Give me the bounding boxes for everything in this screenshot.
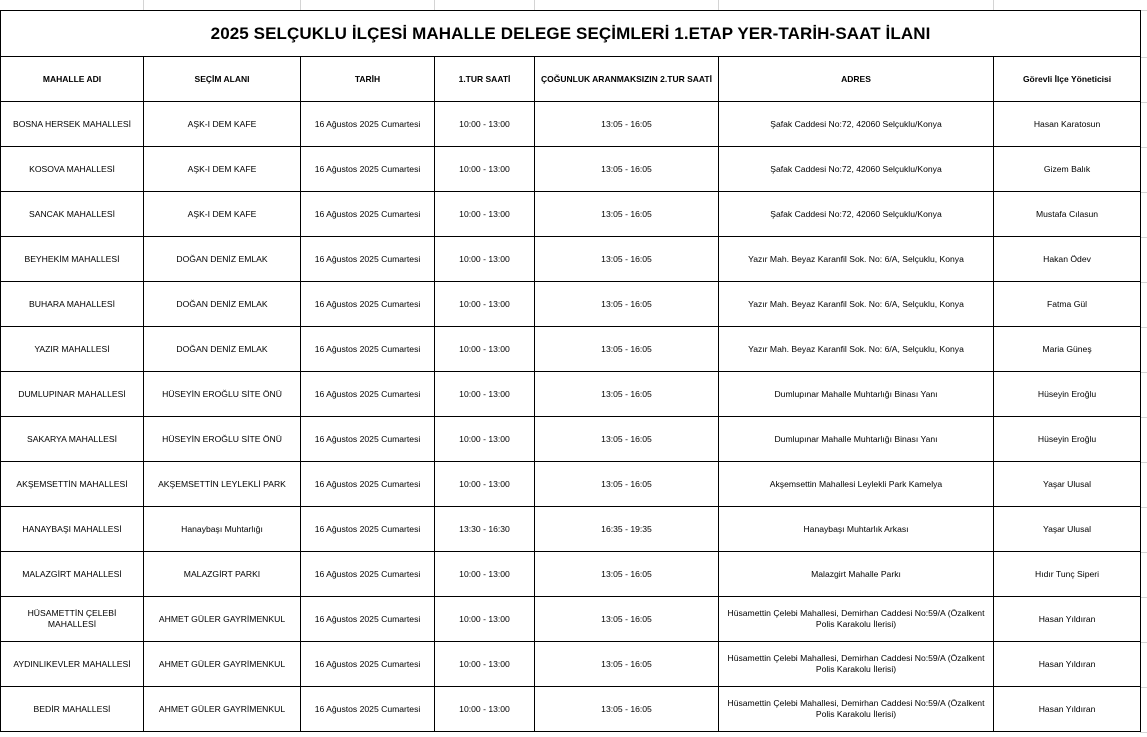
- address-cell[interactable]: Malazgirt Mahalle Parkı: [719, 552, 994, 597]
- address-cell[interactable]: Yazır Mah. Beyaz Karanfil Sok. No: 6/A, Selçuklu, Konya: [719, 282, 994, 327]
- table-row: [1, 642, 1141, 687]
- election-area-cell[interactable]: AKŞEMSETTİN LEYLEKLİ PARK: [144, 462, 301, 507]
- date-cell[interactable]: 16 Ağustos 2025 Cumartesi: [301, 597, 435, 642]
- officer-cell[interactable]: Hasan Yıldıran: [994, 597, 1141, 642]
- table-row: [1, 552, 1141, 597]
- date-cell[interactable]: 16 Ağustos 2025 Cumartesi: [301, 102, 435, 147]
- first-round-time-cell[interactable]: 10:00 - 13:00: [435, 687, 535, 732]
- page-title[interactable]: 2025 SELÇUKLU İLÇESİ MAHALLE DELEGE SEÇİMLERİ 1.ETAP YER-TARİH-SAAT İLANI: [1, 11, 1141, 57]
- table-row: [1, 237, 1141, 282]
- table-row: [1, 597, 1141, 642]
- neighborhood-cell[interactable]: KOSOVA MAHALLESİ: [1, 147, 144, 192]
- address-cell[interactable]: Hüsamettin Çelebi Mahallesi, Demirhan Caddesi No:59/A (Özalkent Polis Karakolu İlerisi): [719, 642, 994, 687]
- first-round-time-cell[interactable]: 13:30 - 16:30: [435, 507, 535, 552]
- address-cell[interactable]: Hanaybaşı Muhtarlık Arkası: [719, 507, 994, 552]
- date-cell[interactable]: 16 Ağustos 2025 Cumartesi: [301, 372, 435, 417]
- address-cell[interactable]: Dumlupınar Mahalle Muhtarlığı Binası Yanı: [719, 417, 994, 462]
- date-cell[interactable]: 16 Ağustos 2025 Cumartesi: [301, 507, 435, 552]
- officer-cell[interactable]: Hasan Karatosun: [994, 102, 1141, 147]
- table-row: [1, 507, 1141, 552]
- first-round-time-cell[interactable]: 10:00 - 13:00: [435, 327, 535, 372]
- first-round-time-cell[interactable]: 10:00 - 13:00: [435, 282, 535, 327]
- column-header-officer[interactable]: Görevli İlçe Yöneticisi: [994, 57, 1141, 102]
- first-round-time-cell[interactable]: 10:00 - 13:00: [435, 417, 535, 462]
- second-round-time-cell[interactable]: 13:05 - 16:05: [535, 417, 719, 462]
- election-area-cell[interactable]: MALAZGİRT PARKI: [144, 552, 301, 597]
- election-area-cell[interactable]: AHMET GÜLER GAYRİMENKUL: [144, 597, 301, 642]
- second-round-time-cell[interactable]: 13:05 - 16:05: [535, 462, 719, 507]
- column-header-election-area[interactable]: SEÇİM ALANI: [144, 57, 301, 102]
- table-row: [1, 282, 1141, 327]
- date-cell[interactable]: 16 Ağustos 2025 Cumartesi: [301, 192, 435, 237]
- neighborhood-cell[interactable]: HÜSAMETTİN ÇELEBİ MAHALLESİ: [1, 597, 144, 642]
- neighborhood-cell[interactable]: AKŞEMSETTİN MAHALLESİ: [1, 462, 144, 507]
- table-row: [1, 147, 1141, 192]
- date-cell[interactable]: 16 Ağustos 2025 Cumartesi: [301, 147, 435, 192]
- address-cell[interactable]: Şafak Caddesi No:72, 42060 Selçuklu/Konya: [719, 192, 994, 237]
- first-round-time-cell[interactable]: 10:00 - 13:00: [435, 147, 535, 192]
- neighborhood-cell[interactable]: DUMLUPINAR MAHALLESİ: [1, 372, 144, 417]
- neighborhood-cell[interactable]: BUHARA MAHALLESİ: [1, 282, 144, 327]
- second-round-time-cell[interactable]: 13:05 - 16:05: [535, 687, 719, 732]
- election-area-cell[interactable]: AŞK-I DEM KAFE: [144, 102, 301, 147]
- date-cell[interactable]: 16 Ağustos 2025 Cumartesi: [301, 462, 435, 507]
- neighborhood-cell[interactable]: BOSNA HERSEK MAHALLESİ: [1, 102, 144, 147]
- election-area-cell[interactable]: AŞK-I DEM KAFE: [144, 147, 301, 192]
- address-cell[interactable]: Akşemsettin Mahallesi Leylekli Park Kamelya: [719, 462, 994, 507]
- neighborhood-cell[interactable]: BEYHEKİM MAHALLESİ: [1, 237, 144, 282]
- first-round-time-cell[interactable]: 10:00 - 13:00: [435, 237, 535, 282]
- table-row: [1, 372, 1141, 417]
- date-cell[interactable]: 16 Ağustos 2025 Cumartesi: [301, 552, 435, 597]
- first-round-time-cell[interactable]: 10:00 - 13:00: [435, 372, 535, 417]
- address-cell[interactable]: Şafak Caddesi No:72, 42060 Selçuklu/Konya: [719, 147, 994, 192]
- table-row: [1, 687, 1141, 732]
- second-round-time-cell[interactable]: 13:05 - 16:05: [535, 147, 719, 192]
- header-row: [1, 57, 1141, 102]
- date-cell[interactable]: 16 Ağustos 2025 Cumartesi: [301, 327, 435, 372]
- column-header-second-round-time[interactable]: ÇOĞUNLUK ARANMAKSIZIN 2.TUR SAATİ: [535, 57, 719, 102]
- second-round-time-cell[interactable]: 13:05 - 16:05: [535, 327, 719, 372]
- officer-cell[interactable]: Hüseyin Eroğlu: [994, 417, 1141, 462]
- second-round-time-cell[interactable]: 13:05 - 16:05: [535, 282, 719, 327]
- first-round-time-cell[interactable]: 10:00 - 13:00: [435, 597, 535, 642]
- neighborhood-cell[interactable]: MALAZGİRT MAHALLESİ: [1, 552, 144, 597]
- neighborhood-cell[interactable]: AYDINLIKEVLER MAHALLESİ: [1, 642, 144, 687]
- date-cell[interactable]: 16 Ağustos 2025 Cumartesi: [301, 687, 435, 732]
- officer-cell[interactable]: Maria Güneş: [994, 327, 1141, 372]
- address-cell[interactable]: Yazır Mah. Beyaz Karanfil Sok. No: 6/A, Selçuklu, Konya: [719, 237, 994, 282]
- column-header-first-round-time[interactable]: 1.TUR SAATİ: [435, 57, 535, 102]
- date-cell[interactable]: 16 Ağustos 2025 Cumartesi: [301, 237, 435, 282]
- address-cell[interactable]: Hüsamettin Çelebi Mahallesi, Demirhan Caddesi No:59/A (Özalkent Polis Karakolu İlerisi): [719, 597, 994, 642]
- neighborhood-cell[interactable]: YAZIR MAHALLESİ: [1, 327, 144, 372]
- column-header-address[interactable]: ADRES: [719, 57, 994, 102]
- second-round-time-cell[interactable]: 13:05 - 16:05: [535, 597, 719, 642]
- election-area-cell[interactable]: Hanaybaşı Muhtarlığı: [144, 507, 301, 552]
- second-round-time-cell[interactable]: 16:35 - 19:35: [535, 507, 719, 552]
- second-round-time-cell[interactable]: 13:05 - 16:05: [535, 372, 719, 417]
- neighborhood-cell[interactable]: SAKARYA MAHALLESİ: [1, 417, 144, 462]
- neighborhood-cell[interactable]: HANAYBAŞI MAHALLESİ: [1, 507, 144, 552]
- officer-cell[interactable]: Fatma Gül: [994, 282, 1141, 327]
- neighborhood-cell[interactable]: BEDİR MAHALLESİ: [1, 687, 144, 732]
- second-round-time-cell[interactable]: 13:05 - 16:05: [535, 642, 719, 687]
- officer-cell[interactable]: Hıdır Tunç Siperi: [994, 552, 1141, 597]
- election-area-cell[interactable]: AŞK-I DEM KAFE: [144, 192, 301, 237]
- table-row: [1, 417, 1141, 462]
- officer-cell[interactable]: Gizem Balık: [994, 147, 1141, 192]
- officer-cell[interactable]: Yaşar Ulusal: [994, 462, 1141, 507]
- table-row: [1, 192, 1141, 237]
- election-area-cell[interactable]: DOĞAN DENİZ EMLAK: [144, 282, 301, 327]
- election-area-cell[interactable]: AHMET GÜLER GAYRİMENKUL: [144, 687, 301, 732]
- second-round-time-cell[interactable]: 13:05 - 16:05: [535, 237, 719, 282]
- officer-cell[interactable]: Hasan Yıldıran: [994, 687, 1141, 732]
- election-area-cell[interactable]: DOĞAN DENİZ EMLAK: [144, 327, 301, 372]
- first-round-time-cell[interactable]: 10:00 - 13:00: [435, 192, 535, 237]
- officer-cell[interactable]: Mustafa Cılasun: [994, 192, 1141, 237]
- address-cell[interactable]: Hüsamettin Çelebi Mahallesi, Demirhan Caddesi No:59/A (Özalkent Polis Karakolu İlerisi): [719, 687, 994, 732]
- first-round-time-cell[interactable]: 10:00 - 13:00: [435, 462, 535, 507]
- election-area-cell[interactable]: HÜSEYİN EROĞLU SİTE ÖNÜ: [144, 372, 301, 417]
- election-area-cell[interactable]: AHMET GÜLER GAYRİMENKUL: [144, 642, 301, 687]
- first-round-time-cell[interactable]: 10:00 - 13:00: [435, 102, 535, 147]
- officer-cell[interactable]: Hasan Yıldıran: [994, 642, 1141, 687]
- address-cell[interactable]: Yazır Mah. Beyaz Karanfil Sok. No: 6/A, Selçuklu, Konya: [719, 327, 994, 372]
- address-cell[interactable]: Dumlupınar Mahalle Muhtarlığı Binası Yanı: [719, 372, 994, 417]
- officer-cell[interactable]: Hüseyin Eroğlu: [994, 372, 1141, 417]
- first-round-time-cell[interactable]: 10:00 - 13:00: [435, 552, 535, 597]
- gridline-strip-top: [0, 0, 1147, 10]
- column-header-neighborhood[interactable]: MAHALLE ADI: [1, 57, 144, 102]
- officer-cell[interactable]: Hakan Ödev: [994, 237, 1141, 282]
- date-cell[interactable]: 16 Ağustos 2025 Cumartesi: [301, 282, 435, 327]
- officer-cell[interactable]: Yaşar Ulusal: [994, 507, 1141, 552]
- second-round-time-cell[interactable]: 13:05 - 16:05: [535, 102, 719, 147]
- second-round-time-cell[interactable]: 13:05 - 16:05: [535, 552, 719, 597]
- column-header-date[interactable]: TARİH: [301, 57, 435, 102]
- table-row: [1, 327, 1141, 372]
- election-area-cell[interactable]: DOĞAN DENİZ EMLAK: [144, 237, 301, 282]
- table-row: [1, 462, 1141, 507]
- date-cell[interactable]: 16 Ağustos 2025 Cumartesi: [301, 642, 435, 687]
- table-row: [1, 102, 1141, 147]
- title-row: [1, 11, 1141, 57]
- election-schedule-table: [0, 10, 1141, 732]
- first-round-time-cell[interactable]: 10:00 - 13:00: [435, 642, 535, 687]
- address-cell[interactable]: Şafak Caddesi No:72, 42060 Selçuklu/Konya: [719, 102, 994, 147]
- date-cell[interactable]: 16 Ağustos 2025 Cumartesi: [301, 417, 435, 462]
- neighborhood-cell[interactable]: SANCAK MAHALLESİ: [1, 192, 144, 237]
- election-area-cell[interactable]: HÜSEYİN EROĞLU SİTE ÖNÜ: [144, 417, 301, 462]
- second-round-time-cell[interactable]: 13:05 - 16:05: [535, 192, 719, 237]
